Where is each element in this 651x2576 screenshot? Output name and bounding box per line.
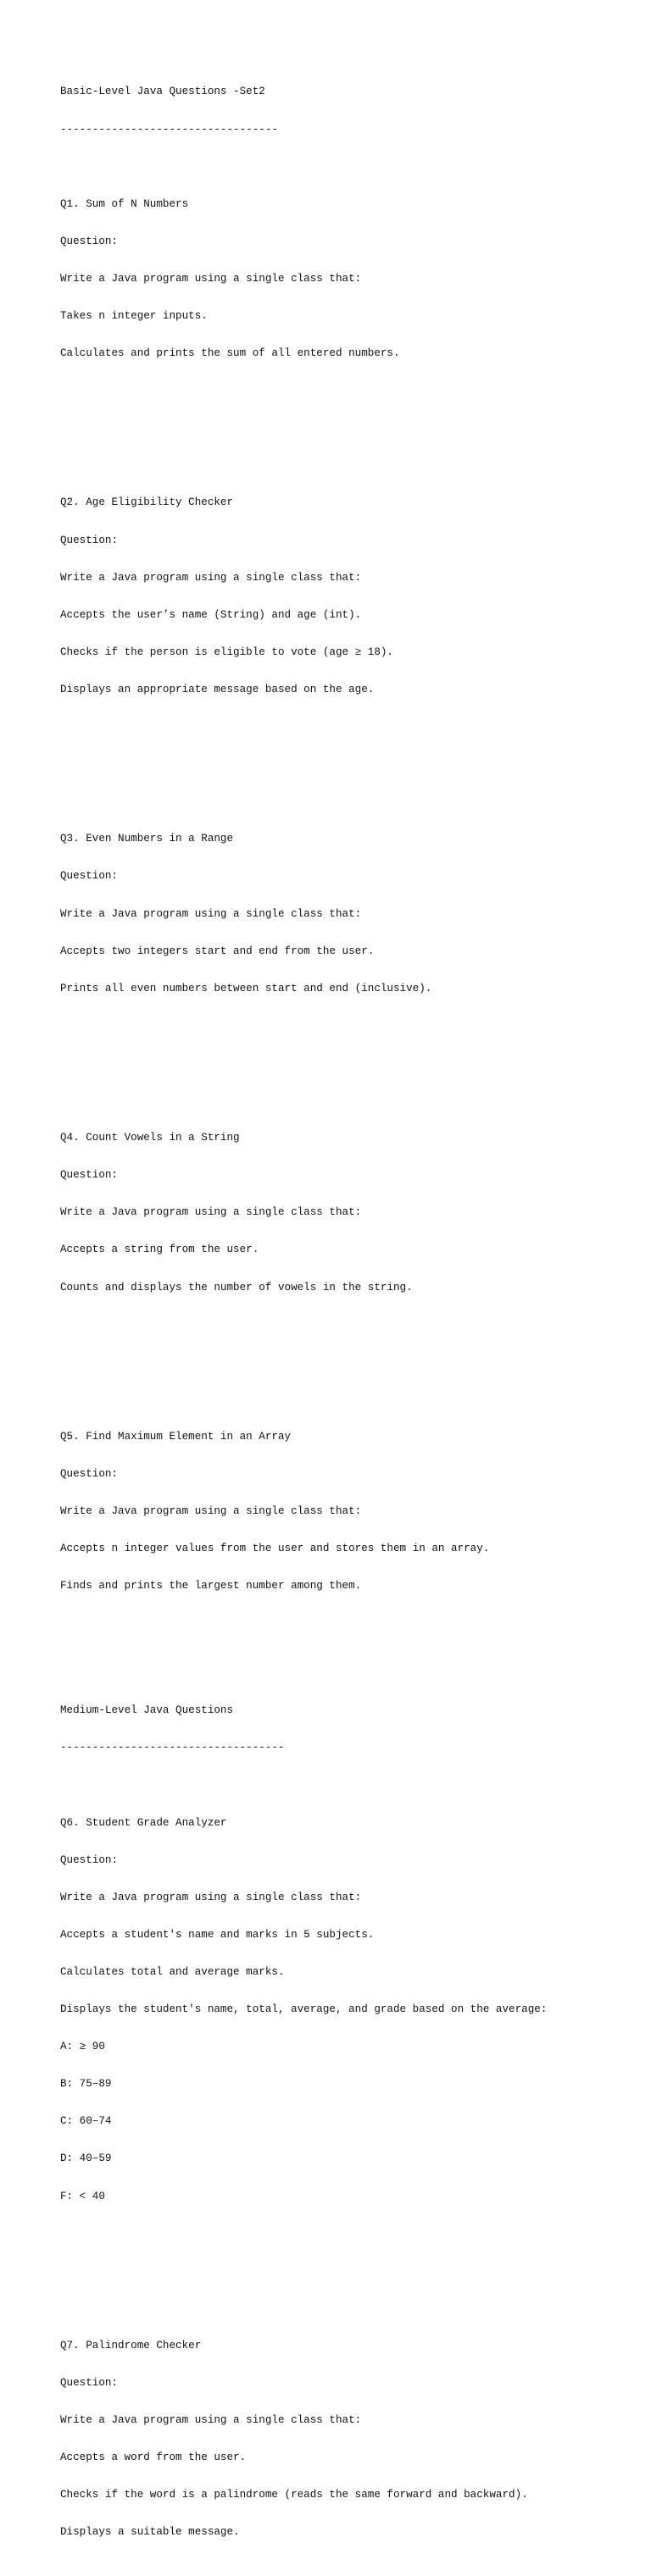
section-gap xyxy=(60,410,637,435)
grade-line: B: 75–89 xyxy=(60,2078,112,2091)
question-line: Write a Java program using a single class that: xyxy=(60,907,362,920)
question-line: Write a Java program using a single class that: xyxy=(60,1206,362,1219)
question-line: Takes n integer inputs. xyxy=(60,309,208,322)
grade-line: F: < 40 xyxy=(60,2190,105,2202)
question-line: Question: xyxy=(60,1853,119,1866)
grade-line: D: 40–59 xyxy=(60,2152,112,2165)
grade-line: A: ≥ 90 xyxy=(60,2041,105,2053)
question-q3 xyxy=(60,808,637,1020)
section-gap xyxy=(60,2252,637,2277)
question-line: Displays a suitable message. xyxy=(60,2526,240,2539)
question-line: Checks if the person is eligible to vote (age ≥ 18). xyxy=(60,645,393,658)
document-title: Basic-Level Java Questions -Set2 xyxy=(60,86,265,98)
question-line: Accepts two integers start and end from the user. xyxy=(60,945,375,957)
question-line: Accepts n integer values from the user and stores them in an array. xyxy=(60,1543,490,1555)
question-line: Question: xyxy=(60,2377,119,2390)
question-line: Calculates total and average marks. xyxy=(60,1965,285,1978)
question-line: Displays the student's name, total, average, and grade based on the average: xyxy=(60,2003,548,2016)
question-line: Finds and prints the largest number among them. xyxy=(60,1580,362,1593)
question-heading: Q6. Student Grade Analyzer xyxy=(60,1816,227,1829)
question-line: Accepts a word from the user. xyxy=(60,2451,247,2464)
question-line: Calculates and prints the sum of all entered numbers. xyxy=(60,347,400,360)
grade-line: C: 60–74 xyxy=(60,2115,112,2128)
question-line: Write a Java program using a single class that: xyxy=(60,272,362,285)
question-line: Question: xyxy=(60,1169,119,1182)
question-line: Write a Java program using a single class that: xyxy=(60,2414,362,2427)
question-line: Displays an appropriate message based on the age. xyxy=(60,683,375,695)
question-q1 xyxy=(60,173,637,385)
question-line: Prints all even numbers between start and end (inclusive). xyxy=(60,982,432,994)
question-q7 xyxy=(60,2315,637,2564)
question-heading: Q7. Palindrome Checker xyxy=(60,2339,202,2352)
question-q5 xyxy=(60,1406,637,1618)
section-gap xyxy=(60,1643,637,1667)
question-q2 xyxy=(60,472,637,721)
medium-title-underline: ----------------------------------- xyxy=(60,1742,285,1754)
question-line: Accepts a string from the user. xyxy=(60,1244,259,1256)
question-line: Question: xyxy=(60,870,119,883)
question-line: Counts and displays the number of vowels in the string. xyxy=(60,1281,413,1294)
medium-section-title: Medium-Level Java Questions xyxy=(60,1704,234,1717)
question-heading: Q2. Age Eligibility Checker xyxy=(60,496,234,509)
section-gap xyxy=(60,1044,637,1069)
question-heading: Q1. Sum of N Numbers xyxy=(60,197,189,210)
question-line: Write a Java program using a single class that: xyxy=(60,571,362,584)
question-heading: Q4. Count Vowels in a String xyxy=(60,1132,240,1144)
question-line: Question: xyxy=(60,534,119,546)
question-line: Checks if the word is a palindrome (reads the same forward and backward). xyxy=(60,2489,528,2501)
question-heading: Q3. Even Numbers in a Range xyxy=(60,833,234,845)
question-q6 xyxy=(60,1792,637,2227)
title-underline: ---------------------------------- xyxy=(60,123,278,136)
section-gap xyxy=(60,745,637,770)
question-line: Question: xyxy=(60,235,119,247)
question-line: Accepts the user’s name (String) and age (int). xyxy=(60,608,362,621)
question-heading: Q5. Find Maximum Element in an Array xyxy=(60,1430,292,1443)
question-line: Write a Java program using a single class that: xyxy=(60,1505,362,1518)
question-line: Question: xyxy=(60,1468,119,1481)
section-gap xyxy=(60,1343,637,1368)
question-q4 xyxy=(60,1107,637,1319)
question-line: Write a Java program using a single class that: xyxy=(60,1891,362,1903)
question-line: Accepts a student's name and marks in 5 subjects. xyxy=(60,1928,375,1941)
document-page xyxy=(60,61,637,2576)
